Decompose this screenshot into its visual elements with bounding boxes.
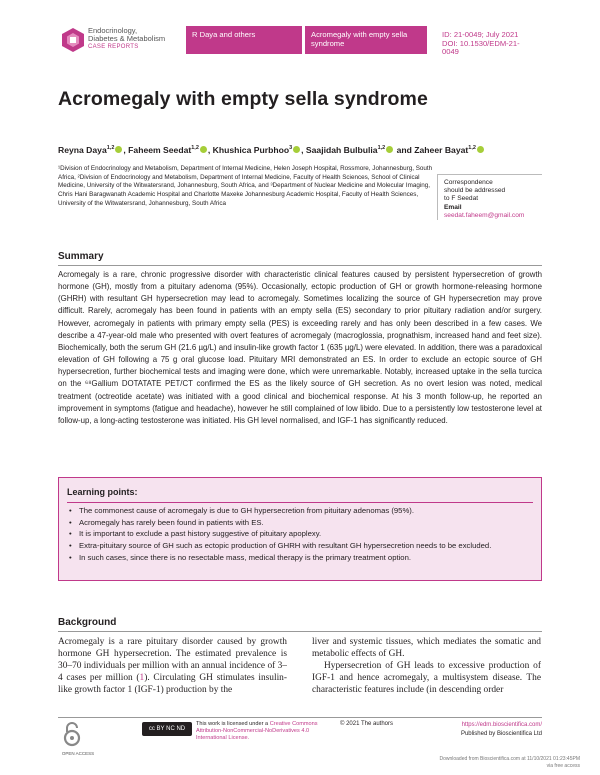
learning-point: • The commonest cause of acromegaly is due to GH hypersecretion from pituitary adenomas (95%). (67, 505, 535, 517)
background-right-p1: liver and systemic tissues, which mediates the somatic and metabolic effects of GH. (312, 637, 541, 660)
learning-points-list (67, 505, 535, 564)
journal-url-link[interactable]: https://edm.bioscientifica.com/ (461, 722, 542, 728)
background-left-column (58, 636, 287, 696)
footer-divider (58, 717, 542, 718)
open-access-icon (62, 721, 82, 747)
open-access-label: OPEN ACCESS (61, 751, 95, 756)
email-link[interactable]: seedat.faheem@gmail.com (444, 211, 525, 219)
learning-point: • In such cases, since there is no resectable mass, medical therapy is the primary treatment option. (67, 552, 535, 564)
learning-points-box (58, 477, 542, 581)
license-prefix: This work is licensed under a (196, 721, 270, 727)
header-article-title (305, 26, 427, 54)
author-name: Zaheer Bayat (414, 145, 469, 155)
author (58, 145, 128, 155)
orcid-icon[interactable] (200, 146, 207, 153)
correspondence-line-2: should be addressed (444, 187, 506, 195)
article-id: ID: 21-0049; July 2021 (442, 30, 519, 39)
background-heading: Background (58, 617, 117, 628)
learning-points-divider (67, 502, 533, 503)
journal-logo-text (88, 27, 165, 52)
logo-line-1: Endocrinology, (88, 26, 138, 35)
correspondence-line-1: Correspondence (444, 179, 493, 186)
download-line: Downloaded from Bioscientifica.com at 11/10/2021 01:23:45PM (439, 756, 580, 762)
published-by: Published by Bioscientifica Ltd (460, 731, 542, 737)
affiliation-text: ¹Division of Endocrinology and Metabolism, Department of Internal Medicine, Helen Joseph Hospital, Rossmore, Johannesburg, South Africa, ²Division of Endocrinology and Metabolism, Department of Internal Medicine, Faculty of Health Sciences, School of Clinical Medicine, University of the Witwatersrand, Johannesburg, South Africa, and ³Department of Nuclear Medicine and Molecular Imaging, Chris Hani Baragwanath Academic Hospital and Charlotte Maxeke Johannesburg Academic Hospital, Faculty of Health Sciences, University of the Witwatersrand, Johannesburg, South Africa (58, 165, 433, 207)
journal-logo (62, 26, 180, 56)
learning-point: • It is important to exclude a past history suggestive of pituitary apoplexy. (67, 528, 535, 540)
author (414, 145, 485, 155)
author-name: Khushica Purbhoo (212, 145, 290, 155)
author-affiliation-number: 1,2 (468, 145, 476, 152)
orcid-icon[interactable] (477, 146, 484, 153)
download-stamp (439, 756, 580, 770)
author-separator: , (301, 145, 306, 155)
logo-line-3: CASE REPORTS (88, 44, 139, 51)
via-line: via free access (546, 763, 580, 769)
learning-point: • Acromegaly has rarely been found in patients with ES. (67, 517, 535, 529)
orcid-icon[interactable] (386, 146, 393, 153)
orcid-icon[interactable] (115, 146, 122, 153)
author (213, 145, 306, 155)
journal-logo-icon (62, 28, 84, 52)
reference-link[interactable]: 1 (139, 673, 145, 684)
author (128, 145, 213, 155)
header-title-text: Acromegaly with empty sella syndrome (311, 30, 408, 48)
background-left-text-cont: ). Circulating GH stimulates insulin-like growth factor 1 (IGF-1) production by the (58, 673, 287, 696)
author-affiliation-number: 3 (289, 145, 293, 152)
author-separator: , (207, 145, 213, 155)
license-link[interactable]: Creative Commons Attribution-NonCommercial-NoDerivatives 4.0 International License. (196, 721, 318, 741)
author-affiliation-number: 1,2 (191, 145, 199, 152)
background-left-text: Acromegaly is a rare pituitary disorder caused by growth hormone GH hypersecretion. The estimated prevalence is 30–70 individuals per million with an annual incidence of 3–4 cases per million ( (58, 637, 287, 684)
summary-heading: Summary (58, 251, 104, 262)
header-authors (186, 26, 302, 54)
license-text (196, 721, 326, 742)
article-doi: DOI: 10.1530/EDM-21-0049 (442, 38, 520, 57)
background-divider (58, 631, 542, 632)
learning-points-heading: Learning points: (67, 487, 138, 497)
logo-line-2: Diabetes & Metabolism (88, 34, 166, 44)
author-separator: and (394, 145, 415, 155)
orcid-icon[interactable] (293, 146, 300, 153)
cc-license-badge[interactable]: cc BY NC ND (142, 722, 192, 736)
correspondence-line-3: to F Seedat (444, 195, 479, 203)
publisher-info (461, 721, 542, 739)
author (306, 145, 414, 155)
page-title: Acromegaly with empty sella syndrome (58, 88, 428, 110)
author-list (58, 145, 558, 155)
summary-text: Acromegaly is a rare, chronic progressive disorder with characteristic clinical features caused by persistent hypersecretion of growth hormone (GH), mostly from a pituitary adenoma (95%). Occasionally, ectopic production of GH or growth hormone-releasing hormone (GHRH) with resultant GH hypersecretion may lead to acromegaly. Sometimes localizing the source of GH hypersecretion may prove difficult. Rarely, acromegaly has been found in patients with an empty sella (ES) secondary to prior pituitary radiation and/or surgery. However, acromegaly in patients with primary empty sella (PES) is exceeding rarely and has only been described in a few cases. We describe a 47-year-old male who presented with overt features of acromegaly (macroglossia, prognathism, increased hand and feet size). Biochemically, both the serum GH (21.6 µg/L) and insulin-like growth factor 1 (635 µg/L) were elevated. In addition, there was a paradoxical elevation of GH following a 75 g oral glucose load. Pituitary MRI demonstrated an ES. In order to exclude an ectopic source of GH hypersecretion, further biochemical tests and imaging were done, which were unremarkable. Notably, increased uptake in the sella turcica on the ⁶⁸Gallium DOTATATE PET/CT confirmed the ES as the likely source of GH secretion. As no overt lesion was noted, medical treatment (octreotide acetate) was initiated with a good clinical and biochemical response. At his 3 month follow-up, he reported an improvement in symptoms (fatigue and headache), however he still complained of low libido. Due to a persistently low testosterone level at follow-up, a long-acting testosterone was initiated. His GH level normalised, and IGF-1 has significantly reduced. (58, 270, 542, 425)
email-label: Email (444, 203, 462, 211)
author-affiliation-number: 1,2 (106, 145, 115, 152)
learning-point: • Extra-pituitary source of GH such as ectopic production of GHRH with resultant GH hypersecretion needs to be excluded. (67, 540, 535, 552)
correspondence-box (437, 174, 542, 220)
author-affiliation-number: 1,2 (377, 145, 386, 152)
author-name: Faheem Seedat (128, 145, 192, 155)
background-right-p2: Hypersecretion of GH leads to excessive production of IGF-1 and hence acromegaly, a multisystem disease. The characteristic features include (in descending order (312, 661, 541, 696)
header-authors-text: R Daya and others (192, 30, 256, 39)
author-name: Reyna Daya (58, 145, 107, 155)
copyright: © 2021 The authors (340, 721, 394, 727)
author-separator: , (123, 145, 129, 155)
background-right-column (312, 636, 541, 696)
summary-divider (58, 265, 542, 266)
affiliations (58, 165, 440, 209)
header-article-id (436, 26, 540, 57)
author-name: Saajidah Bulbulia (305, 145, 378, 155)
